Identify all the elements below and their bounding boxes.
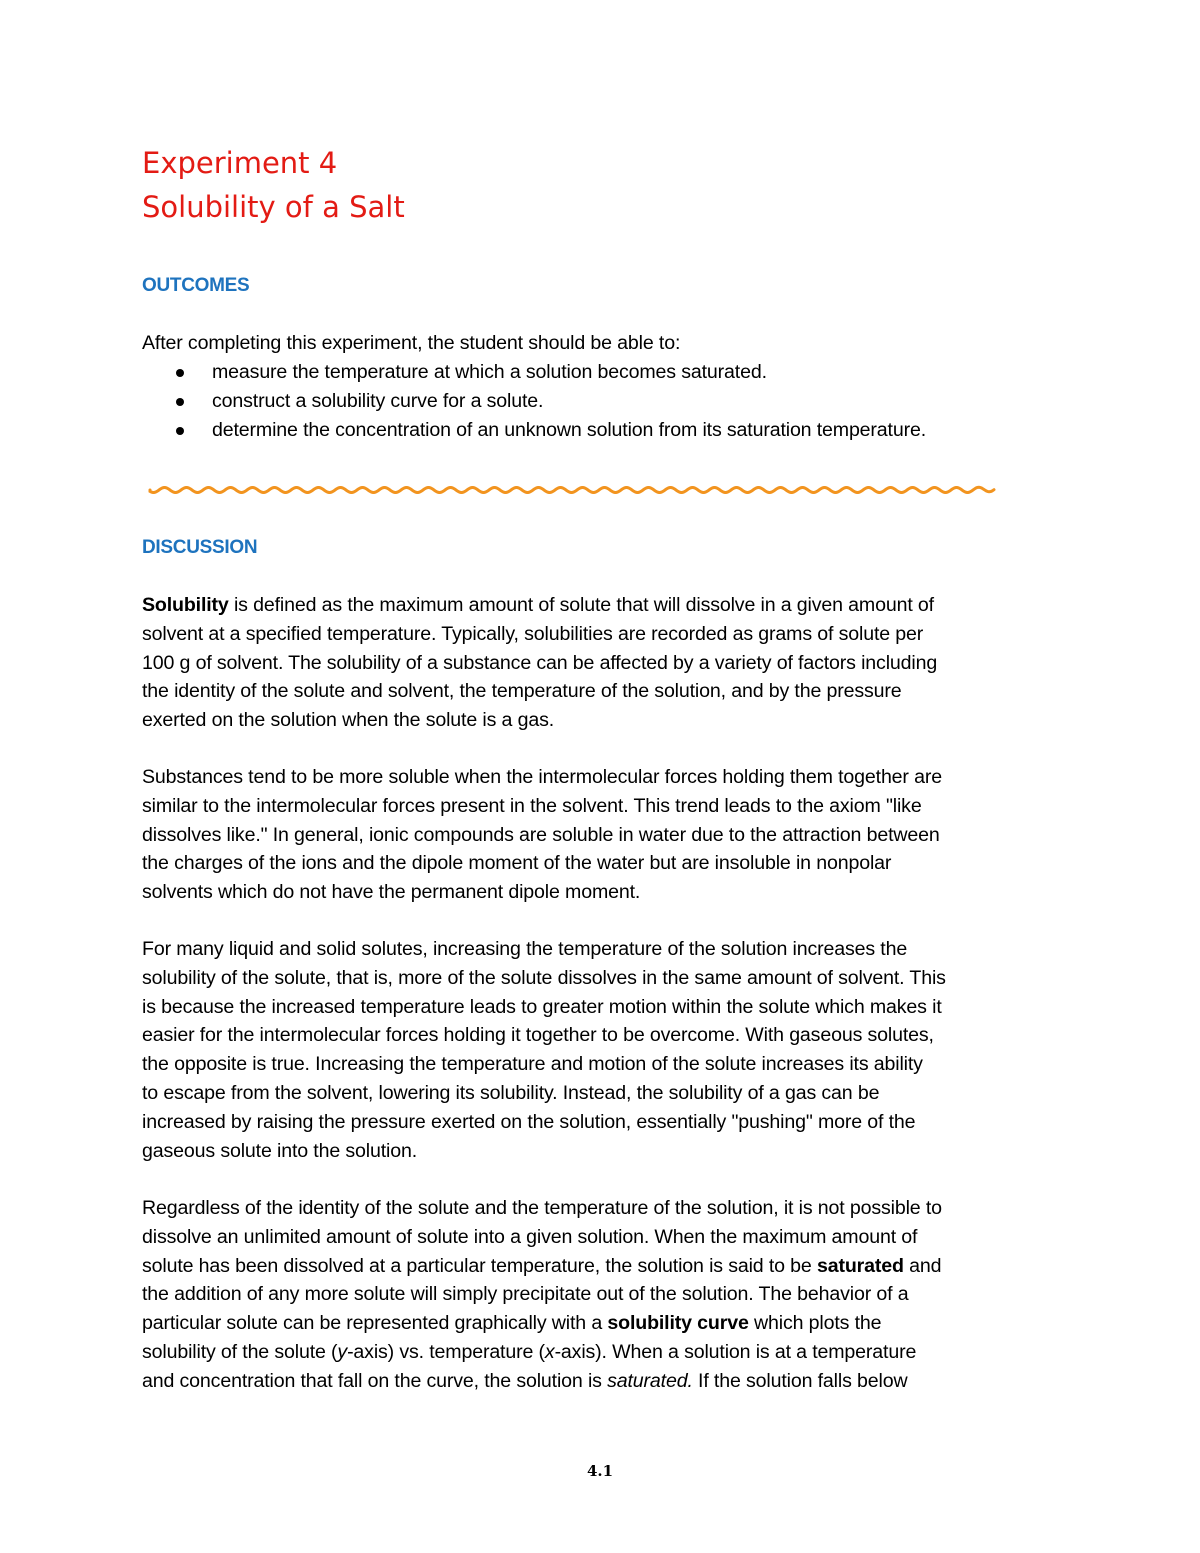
text-line: solvents which do not have the permanent dipole moment. bbox=[142, 881, 641, 904]
text-line: is defined as the maximum amount of solute that will dissolve in a given amount of bbox=[228, 594, 934, 616]
experiment-number-title: Experiment 4 bbox=[142, 146, 338, 180]
list-item bbox=[142, 387, 926, 416]
text-line: similar to the intermolecular forces present in the solvent. This trend leads to the axiom "like bbox=[142, 794, 922, 817]
outcomes-intro: After completing this experiment, the student should be able to: bbox=[142, 332, 681, 354]
discussion-paragraph-1 bbox=[142, 591, 1062, 735]
text-line: the addition of any more solute will simply precipitate out of the solution. The behavior of a bbox=[142, 1283, 909, 1306]
discussion-paragraph-3 bbox=[142, 935, 1062, 1165]
text-line: solute has been dissolved at a particular temperature, the solution is said to be saturated and bbox=[142, 1254, 942, 1277]
outcomes-list bbox=[142, 358, 926, 444]
text-line: easier for the intermolecular forces holding it together to be overcome. With gaseous solutes, bbox=[142, 1024, 934, 1047]
text-line: 100 g of solvent. The solubility of a substance can be affected by a variety of factors including bbox=[142, 651, 938, 674]
text-line: the identity of the solute and solvent, the temperature of the solution, and by the pressure bbox=[142, 680, 902, 703]
discussion-paragraph-2 bbox=[142, 763, 1062, 907]
text-line: increased by raising the pressure exerted on the solution, essentially "pushing" more of the bbox=[142, 1110, 916, 1133]
experiment-title: Solubility of a Salt bbox=[142, 190, 405, 224]
discussion-paragraph-4 bbox=[142, 1194, 1062, 1396]
list-item-text: construct a solubility curve for a solute. bbox=[212, 389, 544, 412]
list-item bbox=[142, 416, 926, 445]
term-solubility-curve: solubility curve bbox=[607, 1312, 749, 1335]
list-item-text: determine the concentration of an unknown solution from its saturation temperature. bbox=[212, 418, 927, 441]
text-line: dissolves like." In general, ionic compounds are soluble in water due to the attraction between bbox=[142, 823, 940, 846]
list-item bbox=[142, 358, 926, 387]
text-line: For many liquid and solid solutes, increasing the temperature of the solution increases the bbox=[142, 938, 908, 960]
bullet-icon bbox=[176, 398, 184, 406]
outcomes-heading: OUTCOMES bbox=[142, 275, 250, 296]
term-saturated: saturated bbox=[816, 1254, 904, 1277]
wavy-divider bbox=[148, 478, 998, 502]
bullet-icon bbox=[176, 427, 184, 435]
text-line: Substances tend to be more soluble when the intermolecular forces holding them together are bbox=[142, 766, 942, 788]
text-line: Regardless of the identity of the solute and the temperature of the solution, it is not possible to bbox=[142, 1197, 942, 1219]
text-line: exerted on the solution when the solute is a gas. bbox=[142, 709, 555, 732]
text-line: solubility of the solute, that is, more of the solute dissolves in the same amount of solvent. This bbox=[142, 966, 946, 989]
text-line: solvent at a specified temperature. Typically, solubilities are recorded as grams of solute per bbox=[142, 622, 924, 645]
text-line: dissolve an unlimited amount of solute into a given solution. When the maximum amount of bbox=[142, 1225, 918, 1248]
text-line: solubility of the solute (y-axis) vs. temperature (x-axis). When a solution is at a temperature bbox=[142, 1340, 917, 1363]
text-line: the charges of the ions and the dipole moment of the water but are insoluble in nonpolar bbox=[142, 852, 892, 875]
discussion-heading: DISCUSSION bbox=[142, 537, 258, 558]
text-line: and concentration that fall on the curve, the solution is saturated. If the solution falls below bbox=[142, 1369, 908, 1392]
term-saturated-italic: saturated. bbox=[607, 1369, 693, 1392]
text-line: the opposite is true. Increasing the temperature and motion of the solute increases its ability bbox=[142, 1053, 923, 1076]
bullet-icon bbox=[176, 369, 184, 377]
list-item-text: measure the temperature at which a solution becomes saturated. bbox=[212, 361, 767, 383]
page-number: 4.1 bbox=[586, 1462, 614, 1480]
text-line: is because the increased temperature leads to greater motion within the solute which makes it bbox=[142, 995, 942, 1018]
text-line: particular solute can be represented graphically with a solubility curve which plots the bbox=[142, 1312, 882, 1335]
text-line: to escape from the solvent, lowering its solubility. Instead, the solubility of a gas can be bbox=[142, 1081, 880, 1104]
term-solubility: Solubility bbox=[142, 594, 229, 616]
text-line: gaseous solute into the solution. bbox=[142, 1139, 417, 1162]
